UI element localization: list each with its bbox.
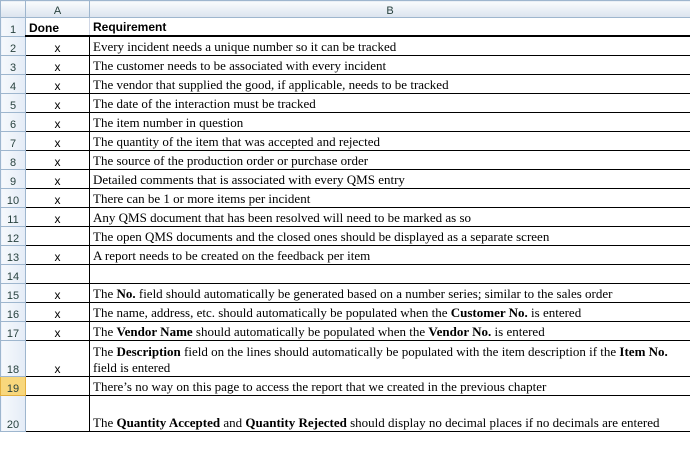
field-name-bold: Vendor Name xyxy=(116,323,193,339)
cell-requirement[interactable] xyxy=(90,55,690,74)
cell-done[interactable]: x xyxy=(26,36,90,55)
table-row xyxy=(1,395,690,431)
text-run: The source of the production order or purchase order xyxy=(93,152,369,168)
table-row xyxy=(1,55,690,74)
row-header[interactable]: 5 xyxy=(1,93,26,112)
table-row xyxy=(1,112,690,131)
table-row xyxy=(1,376,690,395)
text-run: There’s no way on this page to access the report that we created in the previous chapter xyxy=(93,378,547,394)
text-run: and xyxy=(220,414,246,430)
cell-done[interactable]: x xyxy=(26,169,90,188)
cell-done[interactable]: x xyxy=(26,55,90,74)
row-header[interactable]: 8 xyxy=(1,150,26,169)
row-header[interactable]: 6 xyxy=(1,112,26,131)
text-run: The xyxy=(93,323,117,339)
table-row xyxy=(1,226,690,245)
cell-done[interactable]: x xyxy=(26,74,90,93)
text-run: A report needs to be created on the feedback per item xyxy=(93,247,371,263)
field-name-bold: Vendor No. xyxy=(428,323,492,339)
cell-done[interactable] xyxy=(26,264,90,283)
text-run: is entered xyxy=(491,323,545,339)
text-run: Detailed comments that is associated with every QMS entry xyxy=(93,171,405,187)
row-header[interactable]: 18 xyxy=(1,340,26,376)
row-header[interactable]: 13 xyxy=(1,245,26,264)
row-header[interactable]: 15 xyxy=(1,283,26,302)
cell-requirement[interactable] xyxy=(90,74,690,93)
table-row xyxy=(1,340,690,376)
table-row xyxy=(1,74,690,93)
text-run: Every incident needs a unique number so it can be tracked xyxy=(93,38,397,54)
table-row xyxy=(1,93,690,112)
column-header-b[interactable]: B xyxy=(90,1,690,18)
row-header[interactable]: 3 xyxy=(1,55,26,74)
row-header[interactable]: 7 xyxy=(1,131,26,150)
text-run: The xyxy=(93,285,117,301)
cell-requirement[interactable] xyxy=(90,395,690,431)
text-run: Any QMS document that has been resolved will need to be marked as so xyxy=(93,209,471,225)
field-name-bold: Quantity Rejected xyxy=(245,414,347,430)
table-row xyxy=(1,302,690,321)
table-row xyxy=(1,264,690,283)
cell-requirement[interactable] xyxy=(90,169,690,188)
cell-requirement[interactable] xyxy=(90,188,690,207)
row-header[interactable]: 20 xyxy=(1,395,26,431)
field-name-bold: Item No. xyxy=(619,343,668,359)
text-run: is entered xyxy=(527,304,582,320)
table-row xyxy=(1,321,690,340)
select-all-corner[interactable] xyxy=(1,1,26,18)
cell-done[interactable]: x xyxy=(26,131,90,150)
cell-requirement[interactable] xyxy=(90,112,690,131)
cell-requirement[interactable] xyxy=(90,302,690,321)
cell-requirement[interactable] xyxy=(90,283,690,302)
field-name-bold: No. xyxy=(116,285,136,301)
row-header[interactable]: 16 xyxy=(1,302,26,321)
table-row xyxy=(1,283,690,302)
row-header[interactable]: 14 xyxy=(1,264,26,283)
cell-done[interactable]: x xyxy=(26,245,90,264)
table-row xyxy=(1,188,690,207)
cell-requirement[interactable] xyxy=(90,340,690,376)
row-header[interactable]: 1 xyxy=(1,18,26,37)
cell-done[interactable] xyxy=(26,395,90,431)
text-run: field should automatically be generated based on a number series; similar to the sales order xyxy=(135,285,613,301)
field-name-bold: Description xyxy=(116,343,181,359)
cell-requirement[interactable] xyxy=(90,264,690,283)
cell-requirement[interactable] xyxy=(90,131,690,150)
row-header[interactable]: 10 xyxy=(1,188,26,207)
cell-requirement-header[interactable]: Requirement xyxy=(90,18,690,37)
text-run: There can be 1 or more items per incident xyxy=(93,190,311,206)
cell-requirement[interactable] xyxy=(90,376,690,395)
text-run: The name, address, etc. should automatically be populated when the xyxy=(93,304,451,320)
text-run: The date of the interaction must be tracked xyxy=(93,95,316,111)
field-name-bold: Customer No. xyxy=(450,304,528,320)
row-header[interactable]: 2 xyxy=(1,36,26,55)
cell-done[interactable]: x xyxy=(26,188,90,207)
row-header[interactable]: 19 xyxy=(1,376,26,395)
text-run: field is entered xyxy=(93,359,171,375)
table-row xyxy=(1,131,690,150)
column-header-a[interactable]: A xyxy=(26,1,90,18)
text-run: should automatically be populated when the xyxy=(192,323,429,339)
cell-done[interactable]: x xyxy=(26,112,90,131)
row-header[interactable]: 11 xyxy=(1,207,26,226)
cell-done-header[interactable]: Done xyxy=(26,18,90,37)
table-row xyxy=(1,18,690,37)
cell-requirement[interactable] xyxy=(90,150,690,169)
cell-done[interactable]: x xyxy=(26,302,90,321)
cell-done[interactable]: x xyxy=(26,93,90,112)
cell-requirement[interactable] xyxy=(90,226,690,245)
cell-done[interactable] xyxy=(26,226,90,245)
cell-done[interactable] xyxy=(26,376,90,395)
cell-done[interactable]: x xyxy=(26,207,90,226)
text-run: The xyxy=(93,343,117,359)
text-run: field on the lines should automatically be populated with the item description if the xyxy=(180,343,620,359)
cell-done[interactable]: x xyxy=(26,150,90,169)
table-row xyxy=(1,207,690,226)
text-run: The quantity of the item that was accepted and rejected xyxy=(93,133,380,149)
cell-requirement[interactable] xyxy=(90,245,690,264)
row-header[interactable]: 12 xyxy=(1,226,26,245)
text-run: The item number in question xyxy=(93,114,244,130)
table-row xyxy=(1,169,690,188)
table-row xyxy=(1,36,690,55)
table-row xyxy=(1,150,690,169)
table-row xyxy=(1,245,690,264)
text-run: The vendor that supplied the good, if applicable, needs to be tracked xyxy=(93,76,449,92)
text-run: The xyxy=(93,414,117,430)
cell-done[interactable]: x xyxy=(26,283,90,302)
column-header-row xyxy=(1,1,690,18)
cell-done[interactable]: x xyxy=(26,321,90,340)
row-header[interactable]: 9 xyxy=(1,169,26,188)
cell-requirement[interactable] xyxy=(90,93,690,112)
cell-requirement[interactable] xyxy=(90,321,690,340)
text-run: The open QMS documents and the closed ones should be displayed as a separate screen xyxy=(93,228,550,244)
field-name-bold: Quantity Accepted xyxy=(116,414,221,430)
row-header[interactable]: 17 xyxy=(1,321,26,340)
cell-done[interactable]: x xyxy=(26,340,90,376)
cell-requirement[interactable] xyxy=(90,207,690,226)
text-run: should display no decimal places if no decimals are entered xyxy=(346,414,660,430)
row-header[interactable]: 4 xyxy=(1,74,26,93)
cell-requirement[interactable] xyxy=(90,36,690,55)
text-run: The customer needs to be associated with every incident xyxy=(93,57,387,73)
